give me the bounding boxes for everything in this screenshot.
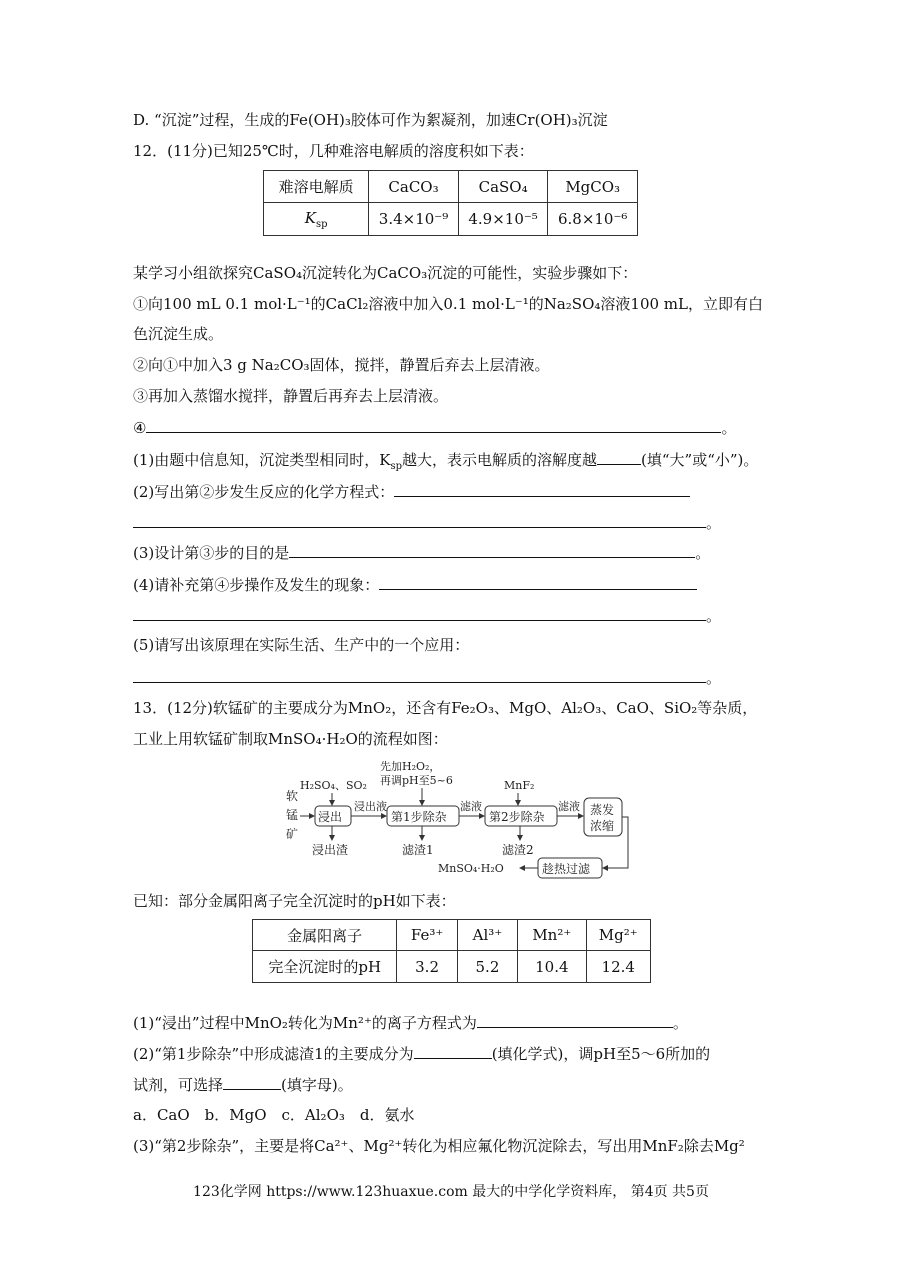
box-evaporate-label-2: 浓缩	[590, 819, 615, 833]
option-d: D. “沉淀”过程，生成的Fe(OH)₃胶体可作为絮凝剂，加速Cr(OH)₃沉淀	[133, 111, 608, 129]
page-footer: 123化学网 https://www.123huaxue.com 最大的中学化学资料库， 第4页 共5页	[193, 1184, 709, 1200]
ph-table	[252, 919, 651, 983]
box-hot-filtration-label: 趁热过滤	[542, 862, 591, 876]
ore-label-2: 锰	[286, 808, 299, 822]
product-label: MnSO₄·H₂O	[438, 862, 504, 875]
part-4-row: (4)请补充第④步操作及发生的现象：	[133, 573, 697, 596]
reagent-2b: 再调pH至5~6	[380, 774, 453, 787]
sub-2-answer-blank-2[interactable]	[223, 1073, 281, 1090]
ph-value-cell: 3.2	[397, 951, 457, 983]
step-1-line-a: ①向100 mL 0.1 mol·L⁻¹的CaCl₂溶液中加入0.1 mol·L⁻¹的Na₂SO₄溶液100 mL，立即有白	[133, 295, 763, 313]
part-2-answer-blank-2[interactable]	[133, 511, 706, 528]
sub-2-answer-blank[interactable]	[414, 1042, 492, 1059]
known-info: 已知：部分金属阳离子完全沉淀时的pH如下表：	[133, 892, 456, 910]
part-4-row-2: 。	[133, 604, 721, 627]
part-5-row-2: 。	[133, 666, 721, 689]
step-4-answer-blank[interactable]	[146, 416, 721, 433]
ph-value-cell: 5.2	[457, 951, 517, 983]
ksp-value-cell: 3.4×10⁻⁹	[369, 203, 459, 236]
liquid-1-label: 浸出液	[354, 800, 387, 813]
step-4-label: ④	[133, 419, 147, 437]
step-1-line-b: 色沉淀生成。	[133, 325, 224, 343]
residue-0: 浸出渣	[312, 843, 349, 857]
question-13-line-b: 工业上用软锰矿制取MnSO₄·H₂O的流程如图：	[133, 730, 448, 748]
sub-2-row-2: 试剂，可选择 (填字母)。	[133, 1073, 353, 1096]
ksp-header-cell: 难溶电解质	[264, 171, 369, 203]
ksp-value-cell: 6.8×10⁻⁶	[548, 203, 638, 236]
answer-options: a．CaO b．MgO c．Al₂O₃ d．氨水	[133, 1106, 415, 1124]
box-step2-label: 第2步除杂	[489, 810, 545, 824]
part-5-answer-blank[interactable]	[133, 666, 706, 683]
ph-header-cell: 金属阳离子	[253, 920, 397, 951]
ksp-value-cell: 4.9×10⁻⁵	[458, 203, 548, 236]
part-4-answer-blank[interactable]	[379, 573, 697, 590]
part-3-answer-blank[interactable]	[289, 541, 695, 558]
part-1-row: (1)由题中信息知，沉淀类型相同时，$K_{sp}$越大，表示电解质的溶解度越 (填“大”或“小”)。	[133, 448, 758, 478]
sub-3-row: (3)“第2步除杂”，主要是将Ca²⁺、Mg²⁺转化为相应氟化物沉淀除去，写出用MnF₂除去Mg²	[133, 1137, 745, 1155]
part-2-answer-blank[interactable]	[394, 480, 690, 497]
part-2-row-2: 。	[133, 511, 721, 534]
question-13-line-a: 13．(12分)软锰矿的主要成分为MnO₂，还含有Fe₂O₃、MgO、Al₂O₃、CaO、SiO₂等杂质，	[133, 699, 758, 717]
experiment-intro: 某学习小组欲探究CaSO₄沉淀转化为CaCO₃沉淀的可能性，实验步骤如下：	[133, 264, 638, 282]
sub-1-answer-blank[interactable]	[477, 1011, 673, 1028]
ore-label-3: 矿	[286, 827, 299, 841]
reagent-2a: 先加H₂O₂，	[380, 760, 441, 773]
ore-label-1: 软	[286, 789, 299, 803]
step-4-row: ④ 。	[133, 416, 736, 439]
reagent-3: MnF₂	[504, 779, 535, 792]
sub-2-row: (2)“第1步除杂”中形成滤渣1的主要成分为 (填化学式)，调pH至5～6所加的	[133, 1042, 710, 1065]
ph-header-cell: Fe³⁺	[397, 920, 457, 951]
question-12-title: 12．(11分)已知25℃时，几种难溶电解质的溶度积如下表：	[133, 142, 534, 160]
ksp-header-cell: CaSO₄	[458, 171, 548, 203]
ph-value-cell: 10.4	[518, 951, 586, 983]
liquid-2-label: 滤液	[460, 800, 482, 813]
reagent-1: H₂SO₄、SO₂	[300, 779, 367, 792]
ksp-row-label: $K_{sp}$	[264, 203, 369, 236]
ph-header-cell: Al³⁺	[457, 920, 517, 951]
process-flow-diagram	[280, 758, 630, 880]
liquid-3-label: 滤液	[558, 800, 580, 813]
residue-1: 滤渣1	[402, 843, 434, 857]
box-step1-label: 第1步除杂	[391, 810, 447, 824]
ph-header-cell: Mg²⁺	[586, 920, 651, 951]
part-5-row: (5)请写出该原理在实际生活、生产中的一个应用：	[133, 636, 470, 654]
ksp-table	[263, 170, 638, 236]
ksp-header-cell: CaCO₃	[369, 171, 459, 203]
ph-header-cell: Mn²⁺	[518, 920, 586, 951]
part-2-row: (2)写出第②步发生反应的化学方程式：	[133, 480, 690, 503]
ph-value-cell: 12.4	[586, 951, 651, 983]
sub-1-row: (1)“浸出”过程中MnO₂转化为Mn²⁺的离子方程式为 。	[133, 1011, 688, 1034]
part-3-row: (3)设计第③步的目的是 。	[133, 541, 710, 564]
ksp-header-cell: MgCO₃	[548, 171, 638, 203]
box-leaching-label: 浸出	[318, 810, 343, 824]
ph-row-label: 完全沉淀时的pH	[253, 951, 397, 983]
part-1-answer-blank[interactable]	[597, 448, 641, 465]
box-evaporate-label-1: 蒸发	[590, 803, 615, 817]
residue-2: 滤渣2	[502, 843, 534, 857]
step-3: ③再加入蒸馏水搅拌，静置后再弃去上层清液。	[133, 387, 449, 405]
part-4-answer-blank-2[interactable]	[133, 604, 706, 621]
step-2: ②向①中加入3 g Na₂CO₃固体，搅拌，静置后弃去上层清液。	[133, 356, 550, 374]
